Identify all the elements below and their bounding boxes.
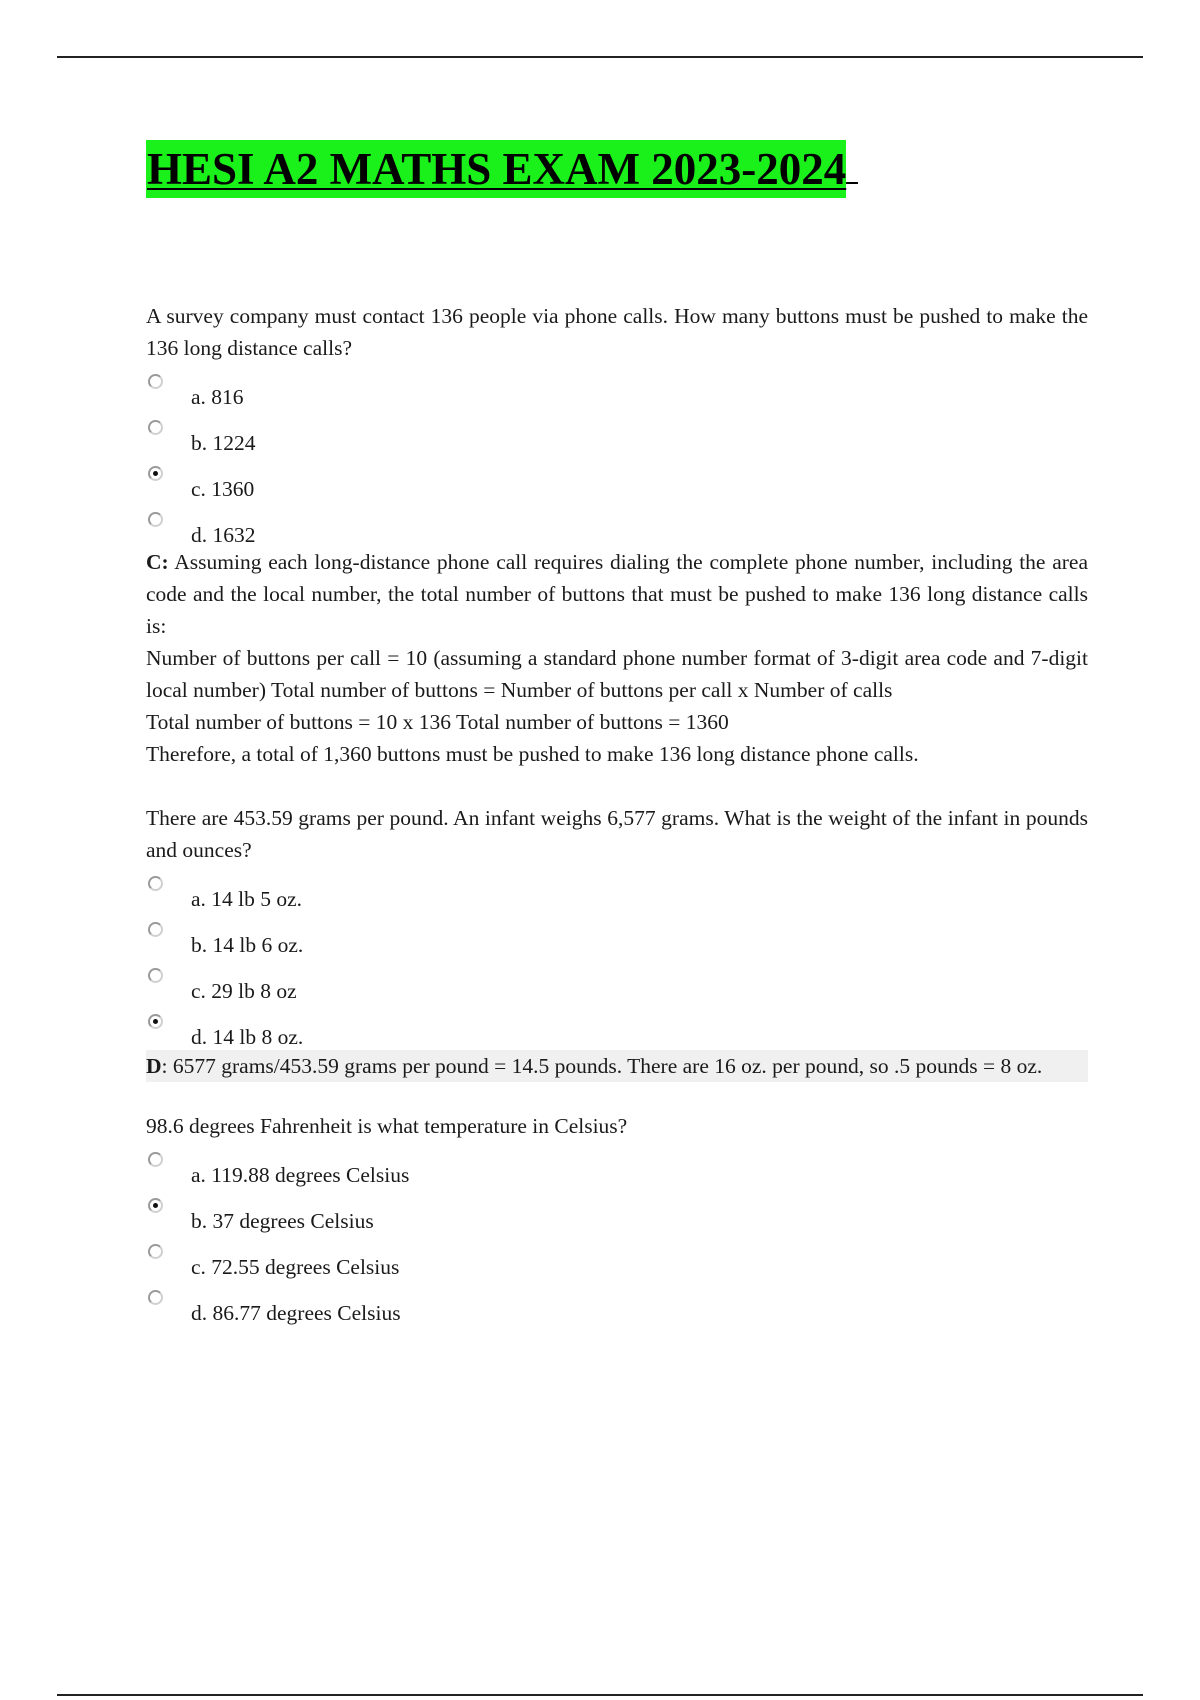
option-label: a. 14 lb 5 oz.	[191, 887, 303, 911]
question-2-option-a[interactable]	[146, 876, 1088, 922]
question-1-option-a[interactable]	[146, 374, 1088, 420]
radio-button-icon[interactable]	[148, 876, 163, 891]
explanation-line: C: Assuming each long-distance phone call requires dialing the complete phone number, including the area code and the local number, the total number of buttons that must be pushed to make 136 long distance calls is:	[146, 550, 1088, 638]
question-2-option-c[interactable]	[146, 968, 1088, 1014]
option-label: a. 816	[191, 385, 244, 409]
option-label: b. 14 lb 6 oz.	[191, 933, 304, 957]
radio-button-icon[interactable]	[148, 1244, 163, 1259]
option-label: c. 29 lb 8 oz	[191, 979, 297, 1003]
option-label: c. 72.55 degrees Celsius	[191, 1255, 400, 1279]
option-label: b. 37 degrees Celsius	[191, 1209, 374, 1233]
radio-button-icon[interactable]	[148, 1152, 163, 1167]
question-1-text: A survey company must contact 136 people via phone calls. How many buttons must be pushed to make the 136 long distance calls?	[146, 304, 1088, 360]
question-3-option-b[interactable]	[146, 1198, 1088, 1244]
question-1-option-c[interactable]	[146, 466, 1088, 512]
question-3-option-d[interactable]	[146, 1290, 1088, 1336]
question-1-options	[146, 374, 1088, 546]
radio-button-icon[interactable]	[148, 968, 163, 983]
question-1-explanation	[146, 546, 1088, 770]
explanation-line: Therefore, a total of 1,360 buttons must be pushed to make 136 long distance phone calls.	[146, 742, 919, 766]
question-3-options	[146, 1152, 1088, 1336]
radio-button-icon[interactable]	[148, 922, 163, 937]
document-body	[146, 140, 1088, 1336]
option-label: d. 86.77 degrees Celsius	[191, 1301, 401, 1325]
answer-letter: C:	[146, 550, 169, 574]
question-3-option-a[interactable]	[146, 1152, 1088, 1198]
option-label: c. 1360	[191, 477, 255, 501]
radio-button-icon[interactable]	[148, 466, 163, 481]
top-rule	[57, 56, 1143, 58]
bottom-rule	[57, 1694, 1143, 1696]
radio-button-icon[interactable]	[148, 420, 163, 435]
question-2	[146, 802, 1088, 1082]
page-title: HESI A2 MATHS EXAM 2023-2024	[146, 140, 846, 198]
explanation-line: : 6577 grams/453.59 grams per pound = 14.5 pounds. There are 16 oz. per pound, so .5 pounds = 8 oz.	[161, 1054, 1043, 1078]
option-label: d. 1632	[191, 523, 256, 547]
question-3-text: 98.6 degrees Fahrenheit is what temperature in Celsius?	[146, 1114, 628, 1138]
answer-letter: D	[146, 1054, 162, 1078]
radio-button-icon[interactable]	[148, 374, 163, 389]
option-label: a. 119.88 degrees Celsius	[191, 1163, 410, 1187]
question-3	[146, 1110, 1088, 1336]
question-1-option-d[interactable]	[146, 512, 1088, 546]
radio-button-icon[interactable]	[148, 512, 163, 527]
title-underline-tail	[846, 182, 858, 184]
option-label: d. 14 lb 8 oz.	[191, 1025, 304, 1049]
question-2-explanation	[146, 1050, 1088, 1082]
explanation-line: Number of buttons per call = 10 (assuming a standard phone number format of 3-digit area code and 7-digit local number) Total number of buttons = Number of buttons per call x Number of calls	[146, 646, 1088, 702]
question-2-options	[146, 876, 1088, 1050]
question-2-option-b[interactable]	[146, 922, 1088, 968]
question-1	[146, 300, 1088, 770]
option-label: b. 1224	[191, 431, 256, 455]
question-2-option-d[interactable]	[146, 1014, 1088, 1050]
question-3-option-c[interactable]	[146, 1244, 1088, 1290]
radio-button-icon[interactable]	[148, 1290, 163, 1305]
question-2-text: There are 453.59 grams per pound. An infant weighs 6,577 grams. What is the weight of the infant in pounds and ounces?	[146, 806, 1088, 862]
radio-button-icon[interactable]	[148, 1198, 163, 1213]
explanation-line: Total number of buttons = 10 x 136 Total number of buttons = 1360	[146, 710, 729, 734]
question-1-option-b[interactable]	[146, 420, 1088, 466]
radio-button-icon[interactable]	[148, 1014, 163, 1029]
title-wrap	[146, 140, 1088, 204]
